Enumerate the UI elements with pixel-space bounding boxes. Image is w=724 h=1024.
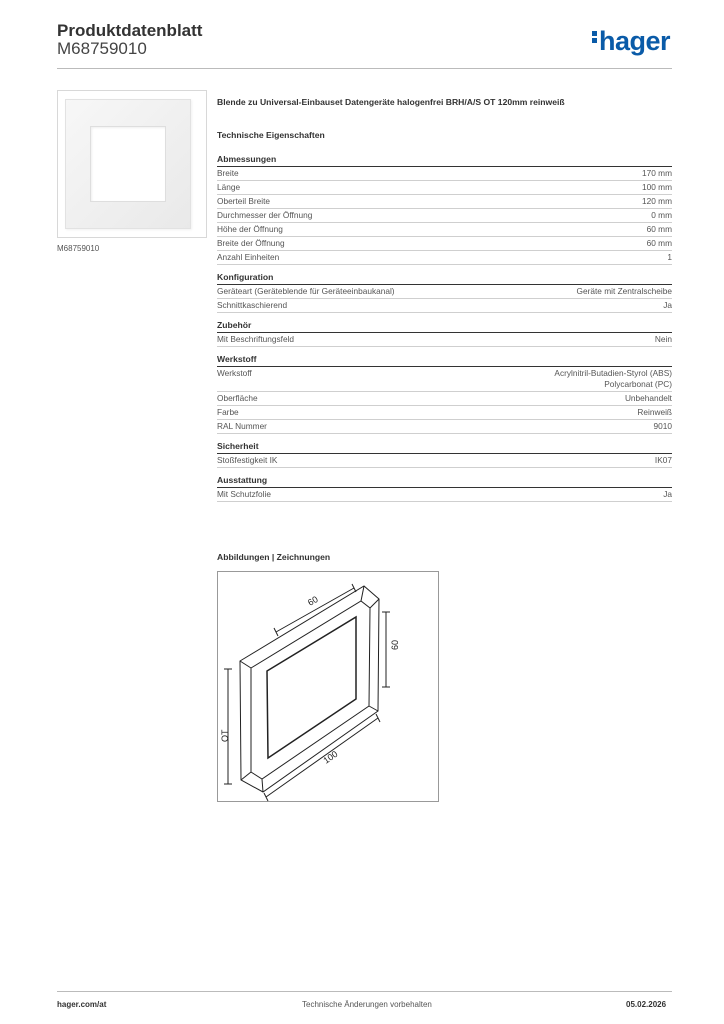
section-heading: Sicherheit	[217, 441, 672, 454]
footer-website[interactable]: hager.com/at	[57, 1000, 107, 1009]
property-row	[217, 392, 672, 406]
dim-label-right: 60	[390, 639, 400, 650]
property-row	[217, 251, 672, 265]
property-value-line: 9010	[653, 421, 672, 431]
product-image-caption: M68759010	[57, 244, 100, 253]
property-label: Geräteart (Geräteblende für Geräteeinbaukanal)	[217, 286, 395, 296]
section-zubeh-r	[217, 320, 672, 347]
property-label: Mit Beschriftungsfeld	[217, 334, 295, 344]
technical-drawing	[217, 571, 439, 802]
property-row	[217, 285, 672, 299]
product-image	[57, 90, 207, 238]
product-description: Blende zu Universal-Einbauset Datengeräte halogenfrei BRH/A/S OT 120mm reinweiß	[217, 97, 565, 107]
property-row	[217, 454, 672, 468]
plate-opening	[90, 126, 166, 202]
property-row	[217, 406, 672, 420]
property-value	[647, 224, 672, 235]
property-value-line: Ja	[663, 489, 672, 499]
property-value-line: Polycarbonat (PC)	[604, 379, 672, 389]
section-heading: Konfiguration	[217, 272, 672, 285]
property-value-line: IK07	[654, 455, 672, 465]
property-value-line: Unbehandelt	[624, 393, 672, 403]
frame-opening	[267, 617, 356, 758]
property-label: Länge	[217, 182, 241, 192]
property-value-line: 60 mm	[646, 224, 672, 234]
property-value-line: 1	[667, 252, 672, 262]
dim-line-left	[224, 669, 232, 784]
property-value-line: 100 mm	[642, 182, 672, 192]
property-row	[217, 488, 672, 502]
section-abmessungen	[217, 154, 672, 265]
footer-date: 05.02.2026	[626, 1000, 667, 1009]
frame-bevel	[251, 601, 370, 779]
property-value	[663, 300, 672, 311]
section-sicherheit	[217, 441, 672, 468]
property-row	[217, 209, 672, 223]
property-value	[554, 368, 672, 390]
property-label: Höhe der Öffnung	[217, 224, 283, 234]
section-ausstattung	[217, 475, 672, 502]
property-value	[642, 168, 672, 179]
property-value	[577, 286, 672, 297]
section-werkstoff	[217, 354, 672, 434]
property-row	[217, 333, 672, 347]
cover-plate-image	[65, 99, 191, 229]
property-label: Werkstoff	[217, 368, 252, 378]
drawing-svg	[218, 572, 440, 803]
footer-notice: Technische Änderungen vorbehalten	[302, 1000, 432, 1009]
technical-heading: Technische Eigenschaften	[217, 130, 325, 140]
property-value-line: 60 mm	[646, 238, 672, 248]
section-heading: Ausstattung	[217, 475, 672, 488]
dim-line-right	[382, 612, 390, 687]
property-value	[654, 421, 672, 432]
property-value-line: Acrylnitril-Butadien-Styrol (ABS)	[554, 368, 672, 378]
dim-label-bottom: 100	[321, 748, 340, 766]
property-row	[217, 223, 672, 237]
property-label: Breite	[217, 168, 239, 178]
section-heading: Zubehör	[217, 320, 672, 333]
property-label: RAL Nummer	[217, 421, 267, 431]
property-value-line: Nein	[654, 334, 672, 344]
property-value	[663, 489, 672, 500]
property-row	[217, 237, 672, 251]
property-label: Anzahl Einheiten	[217, 252, 280, 262]
property-value	[655, 455, 672, 466]
property-label: Farbe	[217, 407, 239, 417]
property-label: Mit Schutzfolie	[217, 489, 271, 499]
property-value-line: 0 mm	[651, 210, 672, 220]
dim-label-left: OT	[220, 729, 230, 742]
section-konfiguration	[217, 272, 672, 313]
section-heading: Abmessungen	[217, 154, 672, 167]
properties-table	[217, 154, 672, 509]
figures-heading: Abbildungen | Zeichnungen	[217, 552, 331, 562]
frame-outline	[240, 586, 379, 792]
article-number: M68759010	[57, 39, 147, 58]
property-value-line: 170 mm	[642, 168, 672, 178]
property-row	[217, 167, 672, 181]
property-label: Breite der Öffnung	[217, 238, 285, 248]
logo-text: hager	[599, 26, 671, 56]
property-label: Durchmesser der Öffnung	[217, 210, 313, 220]
property-value-line: 120 mm	[642, 196, 672, 206]
section-heading: Werkstoff	[217, 354, 672, 367]
dim-label-top: 60	[306, 594, 320, 608]
property-row	[217, 195, 672, 209]
property-label: Schnittkaschierend	[217, 300, 288, 310]
property-value	[647, 238, 672, 249]
footer-divider	[57, 991, 672, 992]
logo-dots-icon	[592, 29, 597, 45]
property-value	[667, 252, 672, 263]
property-value	[655, 334, 672, 345]
hager-logo	[592, 26, 670, 57]
property-label: Stoßfestigkeit IK	[217, 455, 278, 465]
property-label: Oberteil Breite	[217, 196, 271, 206]
property-value-line: Ja	[663, 300, 672, 310]
property-value	[651, 210, 672, 221]
property-value-line: Reinweiß	[637, 407, 672, 417]
page-title: Produktdatenblatt	[57, 21, 203, 40]
property-row	[217, 299, 672, 313]
property-value	[637, 407, 672, 418]
property-value-line: Geräte mit Zentralscheibe	[576, 286, 672, 296]
property-value	[642, 182, 672, 193]
dim-line-top	[274, 584, 356, 636]
property-label: Oberfläche	[217, 393, 258, 403]
property-row	[217, 181, 672, 195]
property-row	[217, 420, 672, 434]
property-value	[642, 196, 672, 207]
property-value	[625, 393, 672, 404]
header-divider	[57, 68, 672, 69]
property-row	[217, 367, 672, 392]
